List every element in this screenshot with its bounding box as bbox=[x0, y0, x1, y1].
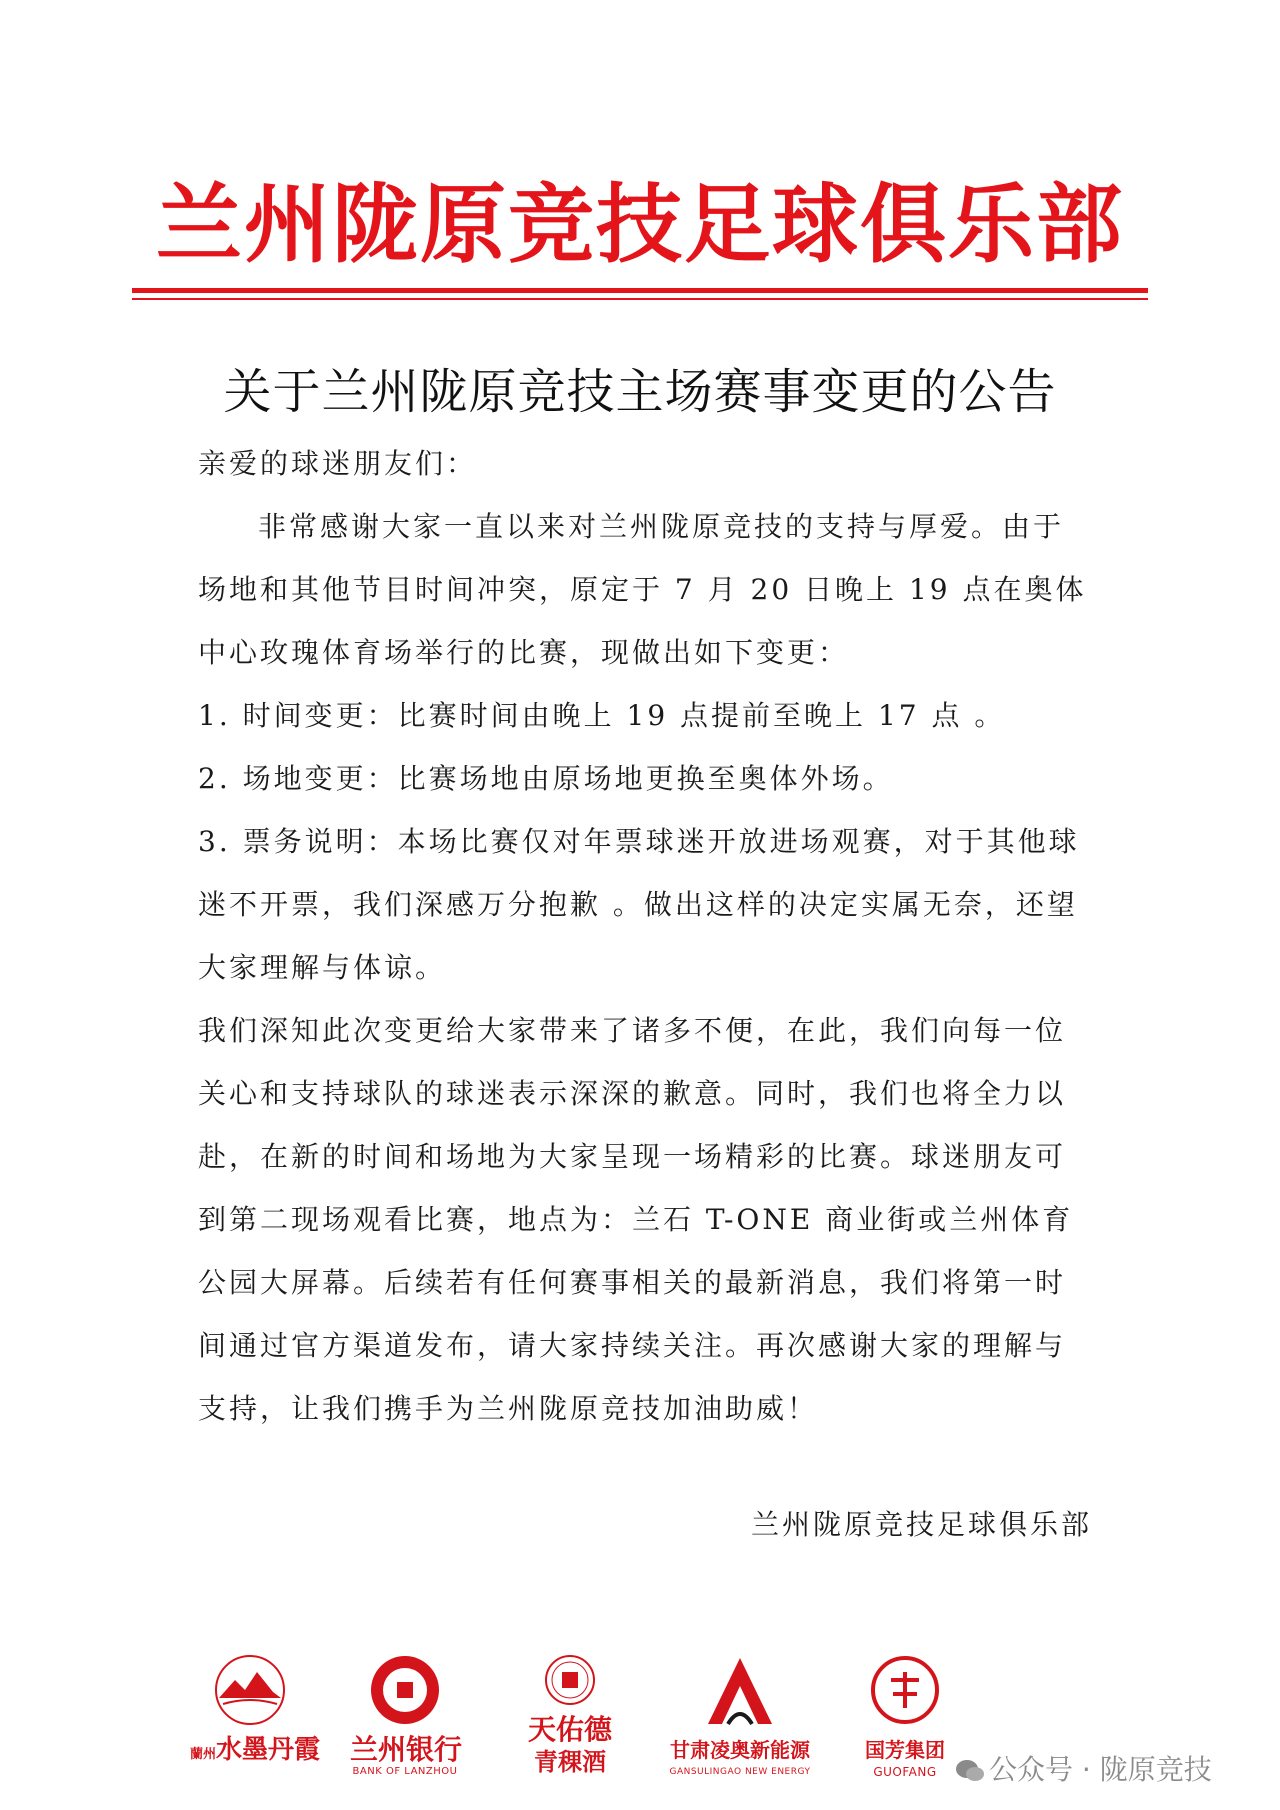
paragraph-apology: 我们深知此次变更给大家带来了诸多不便，在此，我们向每一位关心和支持球队的球迷表示深深的歉意。同时，我们也将全力以赴，在新的时间和场地为大家呈现一场精彩的比赛。球迷朋友可到第二现场观看比赛，地点为：兰石 T-ONE 商业街或兰州体育公园大屏幕。后续若有任何赛事相关的最新消息，我们将第一时间通过官方渠道发布，请大家持续关注。再次感谢大家的理解与支持，让我们携手为兰州陇原竞技加油助威！ bbox=[198, 1014, 1074, 1425]
letterhead-rule-thick bbox=[132, 288, 1148, 293]
greeting: 亲爱的球迷朋友们： bbox=[198, 447, 478, 480]
paragraph-item-time: 1. 时间变更：比赛时间由晚上 19 点提前至晚上 17 点 。 bbox=[198, 699, 1006, 732]
paragraph-item-ticket: 3. 票务说明：本场比赛仅对年票球迷开放进场观赛，对于其他球迷不开票，我们深感万分抱歉 。做出这样的决定实属无奈，还望大家理解与体谅。 bbox=[198, 825, 1080, 984]
seal-icon bbox=[540, 1650, 600, 1710]
bank-coin-icon bbox=[365, 1650, 445, 1730]
sponsor-2-sub: BANK OF LANZHOU bbox=[352, 1766, 458, 1777]
signature: 兰州陇原竞技足球俱乐部 bbox=[750, 1508, 1092, 1541]
document-title: 关于兰州陇原竞技主场赛事变更的公告 bbox=[223, 364, 1057, 420]
sponsor-1-prefix: 蘭州 bbox=[190, 1747, 217, 1762]
sponsor-bank-of-lanzhou bbox=[350, 1650, 463, 1778]
paragraph-item-venue: 2. 场地变更：比赛场地由原场地更换至奥体外场。 bbox=[198, 762, 894, 795]
sponsor-5-name: 国芳集团 bbox=[865, 1738, 945, 1762]
sponsor-4-name: 甘肃凌奥新能源 bbox=[670, 1738, 810, 1762]
sponsor-1-name: 水墨丹霞 bbox=[216, 1735, 321, 1765]
sponsor-5-sub: GUOFANG bbox=[873, 1765, 937, 1779]
paragraph-intro: 非常感谢大家一直以来对兰州陇原竞技的支持与厚爱。由于场地和其他节目时间冲突，原定于 7 月 20 日晚上 19 点在奥体中心玫瑰体育场举行的比赛，现做出如下变更： bbox=[198, 510, 1087, 669]
sponsor-2-name: 兰州银行 bbox=[350, 1733, 463, 1766]
mountain-seal-icon bbox=[205, 1650, 295, 1730]
wechat-icon bbox=[955, 1759, 985, 1783]
energy-arch-icon bbox=[700, 1650, 780, 1730]
document-body bbox=[198, 432, 1090, 1440]
letterhead-rule-thin bbox=[132, 298, 1148, 300]
sponsor-3-name-bottom: 青稞酒 bbox=[534, 1748, 606, 1776]
sponsor-3-name-top: 天佑德 bbox=[527, 1713, 612, 1746]
wechat-watermark bbox=[955, 1748, 1212, 1788]
sponsor-guofang bbox=[855, 1650, 955, 1778]
watermark-text: 公众号 · 陇原竞技 bbox=[989, 1753, 1212, 1786]
guofang-seal-icon bbox=[865, 1650, 945, 1730]
sponsor-lingao-energy bbox=[660, 1650, 820, 1778]
sponsor-shuimo-danxia bbox=[190, 1650, 321, 1771]
letterhead-title: 兰州陇原竞技足球俱乐部 bbox=[156, 175, 1124, 275]
sponsor-4-sub: GANSULINGAO NEW ENERGY bbox=[669, 1767, 811, 1777]
sponsor-tianyoude bbox=[520, 1650, 620, 1778]
